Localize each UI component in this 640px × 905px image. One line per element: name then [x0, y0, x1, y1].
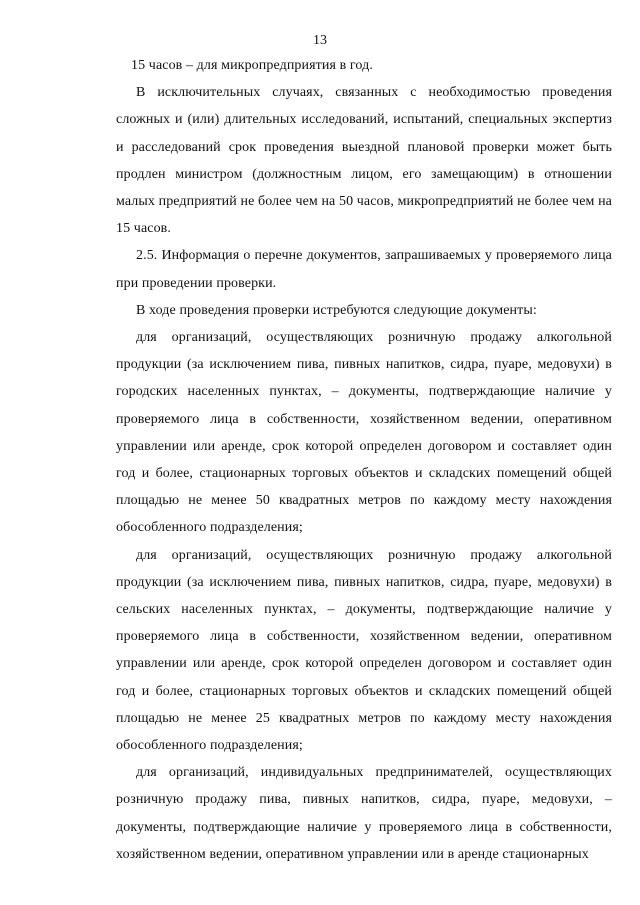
- paragraph-urban-organizations: для организаций, осуществляющих розничную продажу алкогольной продукции (за исключением пива, пивных напитков, сидра, пуаре, медовухи) в городских населенных пунктах, – документы, подтверждающие наличие у проверяемого лица в собственности, хозяйственном ведении, оперативном управлении или аренде, срок которой определен договором и составляет один год и более, стационарных торговых объектов и складских помещений общей площадью не менее 50 квадратных метров по каждому месту нахождения обособленного подразделения;: [116, 330, 612, 536]
- paragraph-hours-microenterprise: 15 часов – для микропредприятия в год.: [131, 58, 373, 73]
- paragraph-documents-required: В ходе проведения проверки истребуются следующие документы:: [136, 302, 537, 318]
- paragraph-beer-retail: для организаций, индивидуальных предпринимателей, осуществляющих розничную продажу пива, пивных напитков, сидра, пуаре, медовухи, – документы, подтверждающие наличие у проверяемого лица в собственности, хозяйственном ведении, оперативном управлении или в аренде стационарных: [116, 765, 612, 862]
- paragraph-rural-organizations: для организаций, осуществляющих розничную продажу алкогольной продукции (за исключением пива, пивных напитков, сидра, пуаре, медовухи) в сельских населенных пунктах, – документы, подтверждающие наличие у проверяемого лица в собственности, хозяйственном ведении, оперативном управлении или аренде, срок которой определен договором и составляет один год и более, стационарных торговых объектов и складских помещений общей площадью не менее 25 квадратных метров по каждому месту нахождения обособленного подразделения;: [116, 547, 612, 754]
- document-body: [116, 52, 612, 868]
- paragraph-exceptional-cases: В исключительных случаях, связанных с необходимостью проведения сложных и (или) длительных исследований, испытаний, специальных экспертиз и расследований срок проведения выездной плановой проверки может быть продлен министром (должностным лицом, его замещающим) в отношении малых предприятий не более чем на 50 часов, микропредприятий не более чем на 15 часов.: [116, 85, 612, 237]
- page-number: 13: [313, 33, 327, 48]
- paragraph-section-2-5: 2.5. Информация о перечне документов, запрашиваемых у проверяемого лица при проведении проверки.: [116, 248, 612, 291]
